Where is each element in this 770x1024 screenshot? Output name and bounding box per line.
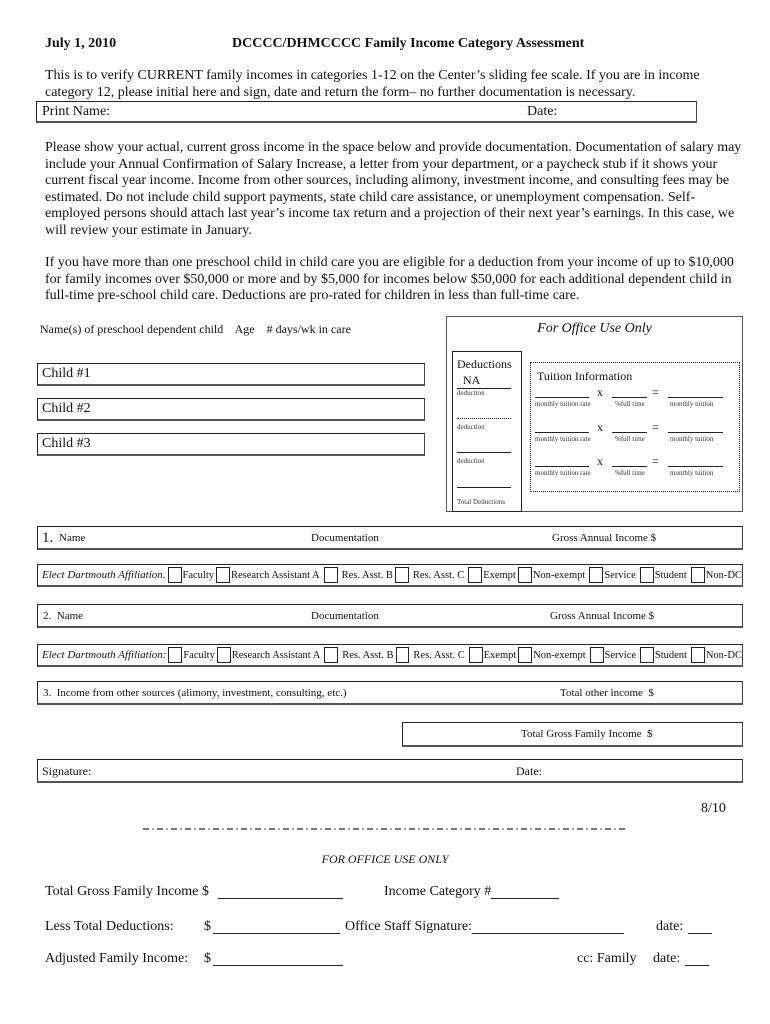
- checkbox-exempt[interactable]: [469, 647, 483, 663]
- income-2-row[interactable]: [37, 604, 743, 628]
- signature-label: Signature:: [42, 764, 92, 778]
- office-staff-signature-field[interactable]: [472, 919, 624, 939]
- income-1-name-label: Name: [59, 532, 86, 544]
- adjusted-income-label: Adjusted Family Income:: [45, 951, 189, 966]
- total-gross-field[interactable]: [218, 884, 343, 904]
- checkbox-faculty[interactable]: [168, 567, 182, 583]
- rate-label: monthly tuition rate: [535, 435, 591, 443]
- checkbox-faculty[interactable]: [168, 647, 182, 663]
- income-2-gross-label: Gross Annual Income $: [550, 610, 655, 622]
- income-1-doc-label: Documentation: [311, 532, 379, 544]
- less-deductions-field[interactable]: [213, 919, 340, 939]
- total-gross-family-income-label: Total Gross Family Income $: [45, 884, 209, 899]
- deduction-label-2: deduction: [457, 423, 485, 431]
- child-2-label: Child #2: [42, 401, 91, 416]
- checkbox-res-asst-b[interactable]: [324, 647, 338, 663]
- checkbox-research-assistant-a[interactable]: [216, 567, 230, 583]
- child-1-field[interactable]: [37, 363, 425, 386]
- option-exempt: Exempt: [483, 649, 517, 661]
- affiliation-row-1: [37, 564, 743, 587]
- child-3-field[interactable]: [37, 433, 425, 456]
- income-1-gross-label: Gross Annual Income $: [552, 532, 657, 544]
- less-deductions-label: Less Total Deductions:: [45, 919, 174, 934]
- signature-row[interactable]: [37, 759, 743, 783]
- deduction-line-2[interactable]: [457, 418, 511, 419]
- affiliation-row-2: [37, 644, 743, 667]
- deductions-value[interactable]: NA: [457, 373, 511, 389]
- rate-line[interactable]: [535, 466, 589, 467]
- dollar-sign: $: [204, 951, 211, 966]
- deductions-title: Deductions: [457, 357, 512, 371]
- staff-date-field[interactable]: [688, 919, 712, 939]
- option-service: Service: [604, 569, 636, 581]
- cc-date-label: date:: [653, 951, 681, 966]
- deduction-label-1: deduction: [457, 389, 485, 397]
- result-line[interactable]: [668, 397, 723, 398]
- child-1-label: Child #1: [42, 366, 91, 381]
- option-student: Student: [654, 569, 687, 581]
- print-name-label: Print Name:: [42, 104, 111, 119]
- staff-date-label: date:: [656, 919, 684, 934]
- other-income-total-label: Total other income $: [560, 687, 654, 699]
- equals-sign: =: [652, 454, 659, 468]
- child-3-label: Child #3: [42, 436, 91, 451]
- checkbox-non-dc[interactable]: [691, 647, 705, 663]
- adjusted-income-field[interactable]: [213, 951, 343, 971]
- times-sign: x: [597, 385, 603, 399]
- checkbox-non-dc[interactable]: [691, 567, 705, 583]
- checkbox-non-exempt[interactable]: [518, 647, 532, 663]
- checkbox-research-assistant-a[interactable]: [217, 647, 231, 663]
- signature-date-label: Date:: [516, 764, 542, 778]
- option-non-dc: Non-DC: [705, 649, 743, 661]
- option-research-assistant-a: Research Assistant A: [231, 649, 321, 661]
- cc-family-label: cc: Family: [577, 951, 637, 966]
- checkbox-exempt[interactable]: [468, 567, 482, 583]
- total-deductions-line[interactable]: [457, 487, 511, 488]
- option-student: Student: [654, 649, 687, 661]
- rate-label: monthly tuition rate: [535, 469, 591, 477]
- checkbox-service[interactable]: [590, 647, 604, 663]
- income-1-number: 1.: [42, 530, 54, 546]
- option-service: Service: [604, 649, 637, 661]
- option-faculty: Faculty: [183, 649, 215, 661]
- equals-sign: =: [652, 420, 659, 434]
- result-label: monthly tuition: [670, 435, 714, 443]
- option-res-asst-b: Res. Asst. B: [342, 649, 394, 661]
- total-gross-row[interactable]: [402, 722, 743, 747]
- office-use-title: For Office Use Only: [537, 321, 652, 336]
- income-category-field[interactable]: [491, 884, 559, 904]
- other-income-label: 3. Income from other sources (alimony, investment, consulting, etc.): [43, 687, 347, 699]
- affiliation-label: Elect Dartmouth Affiliation.: [42, 569, 166, 581]
- income-1-row[interactable]: [37, 526, 743, 550]
- tuition-row-3: [535, 454, 735, 484]
- checkbox-service[interactable]: [589, 567, 603, 583]
- rate-line[interactable]: [535, 397, 589, 398]
- print-date-label: Date:: [527, 104, 558, 119]
- total-gross-label: Total Gross Family Income $: [521, 728, 653, 740]
- instructions-para-2: If you have more than one preschool child in child care you are eligible for a deduction from your income of up to $10,000 for family incomes over $50,000 or more and by $5,000 for incomes below $50,000 for each additional dependent child in full-time pre-school child care. Deductions are pro-rated for children in less than full-time care.: [45, 255, 734, 303]
- deduction-line-3[interactable]: [457, 452, 511, 453]
- result-label: monthly tuition: [670, 400, 714, 408]
- option-exempt: Exempt: [483, 569, 516, 581]
- option-res-asst-c: Res. Asst. C: [413, 649, 465, 661]
- times-sign: x: [597, 420, 603, 434]
- checkbox-student[interactable]: [640, 567, 654, 583]
- form-version: 8/10: [701, 801, 726, 816]
- income-2-doc-label: Documentation: [311, 610, 379, 622]
- form-date: July 1, 2010: [45, 36, 117, 51]
- option-non-exempt: Non-exempt: [533, 649, 586, 661]
- checkbox-student[interactable]: [640, 647, 654, 663]
- office-section-title: FOR OFFICE USE ONLY: [321, 852, 449, 866]
- pct-line[interactable]: [612, 466, 647, 467]
- children-header: Name(s) of preschool dependent child Age # days/wk in care: [40, 322, 351, 336]
- equals-sign: =: [652, 385, 659, 399]
- rate-line[interactable]: [535, 432, 589, 433]
- dollar-sign: $: [204, 919, 211, 934]
- pct-line[interactable]: [612, 432, 647, 433]
- cc-date-field[interactable]: [685, 951, 709, 971]
- pct-line[interactable]: [612, 397, 647, 398]
- deduction-label-3: deduction: [457, 457, 485, 465]
- checkbox-res-asst-c[interactable]: [396, 647, 410, 663]
- deductions-box: [452, 351, 522, 512]
- child-2-field[interactable]: [37, 398, 425, 421]
- other-income-row[interactable]: [37, 681, 743, 705]
- checkbox-non-exempt[interactable]: [518, 567, 532, 583]
- tuition-row-2: [535, 420, 735, 450]
- option-faculty: Faculty: [182, 569, 214, 581]
- cut-line: [22, 828, 748, 830]
- tuition-title: Tuition Information: [537, 369, 633, 383]
- income-category-label: Income Category #: [384, 884, 492, 899]
- result-line[interactable]: [668, 466, 723, 467]
- instructions-para-1: Please show your actual, current gross income in the space below and provide documentation. Documentation of salary may include your Annual Confirmation of Salary Increase, a letter from your department, or a paycheck stub if it shows your current fiscal year income. Income from other sources, including alimony, investment income, and consulting fees may be estimated. Do not include child support payments, state child care assistance, or unemployment compensation. Self-employed persons should attach last year’s income tax return and a projection of their next year’s earnings. In this case, we will review your estimate in January.: [45, 140, 742, 238]
- times-sign: x: [597, 454, 603, 468]
- form-title: DCCCC/DHMCCCC Family Income Category Assessment: [232, 36, 585, 51]
- pct-label: %full time: [615, 400, 645, 408]
- checkbox-res-asst-b[interactable]: [324, 567, 338, 583]
- affiliation-label: Elect Dartmouth Affiliation:: [42, 649, 167, 661]
- print-name-row[interactable]: [36, 101, 697, 123]
- rate-label: monthly tuition rate: [535, 400, 591, 408]
- option-research-assistant-a: Research Assistant A: [230, 569, 320, 581]
- office-staff-signature-label: Office Staff Signature:: [345, 919, 473, 934]
- total-deductions-label: Total Deductions: [457, 498, 505, 506]
- result-label: monthly tuition: [670, 469, 714, 477]
- pct-label: %full time: [615, 435, 645, 443]
- result-line[interactable]: [668, 432, 723, 433]
- tuition-row-1: [535, 385, 735, 415]
- checkbox-res-asst-c[interactable]: [395, 567, 409, 583]
- option-res-asst-b: Res. Asst. B: [341, 569, 393, 581]
- option-non-dc: Non-DC: [705, 569, 742, 581]
- option-res-asst-c: Res. Asst. C: [412, 569, 465, 581]
- option-non-exempt: Non-exempt: [532, 569, 586, 581]
- income-2-name-label: 2. Name: [43, 610, 84, 622]
- intro-text: This is to verify CURRENT family incomes in categories 1-12 on the Center’s sliding fee scale. If you are in income category 12, please initial here and sign, date and return the form– no further documentation is necessary.: [45, 68, 700, 100]
- pct-label: %full time: [615, 469, 645, 477]
